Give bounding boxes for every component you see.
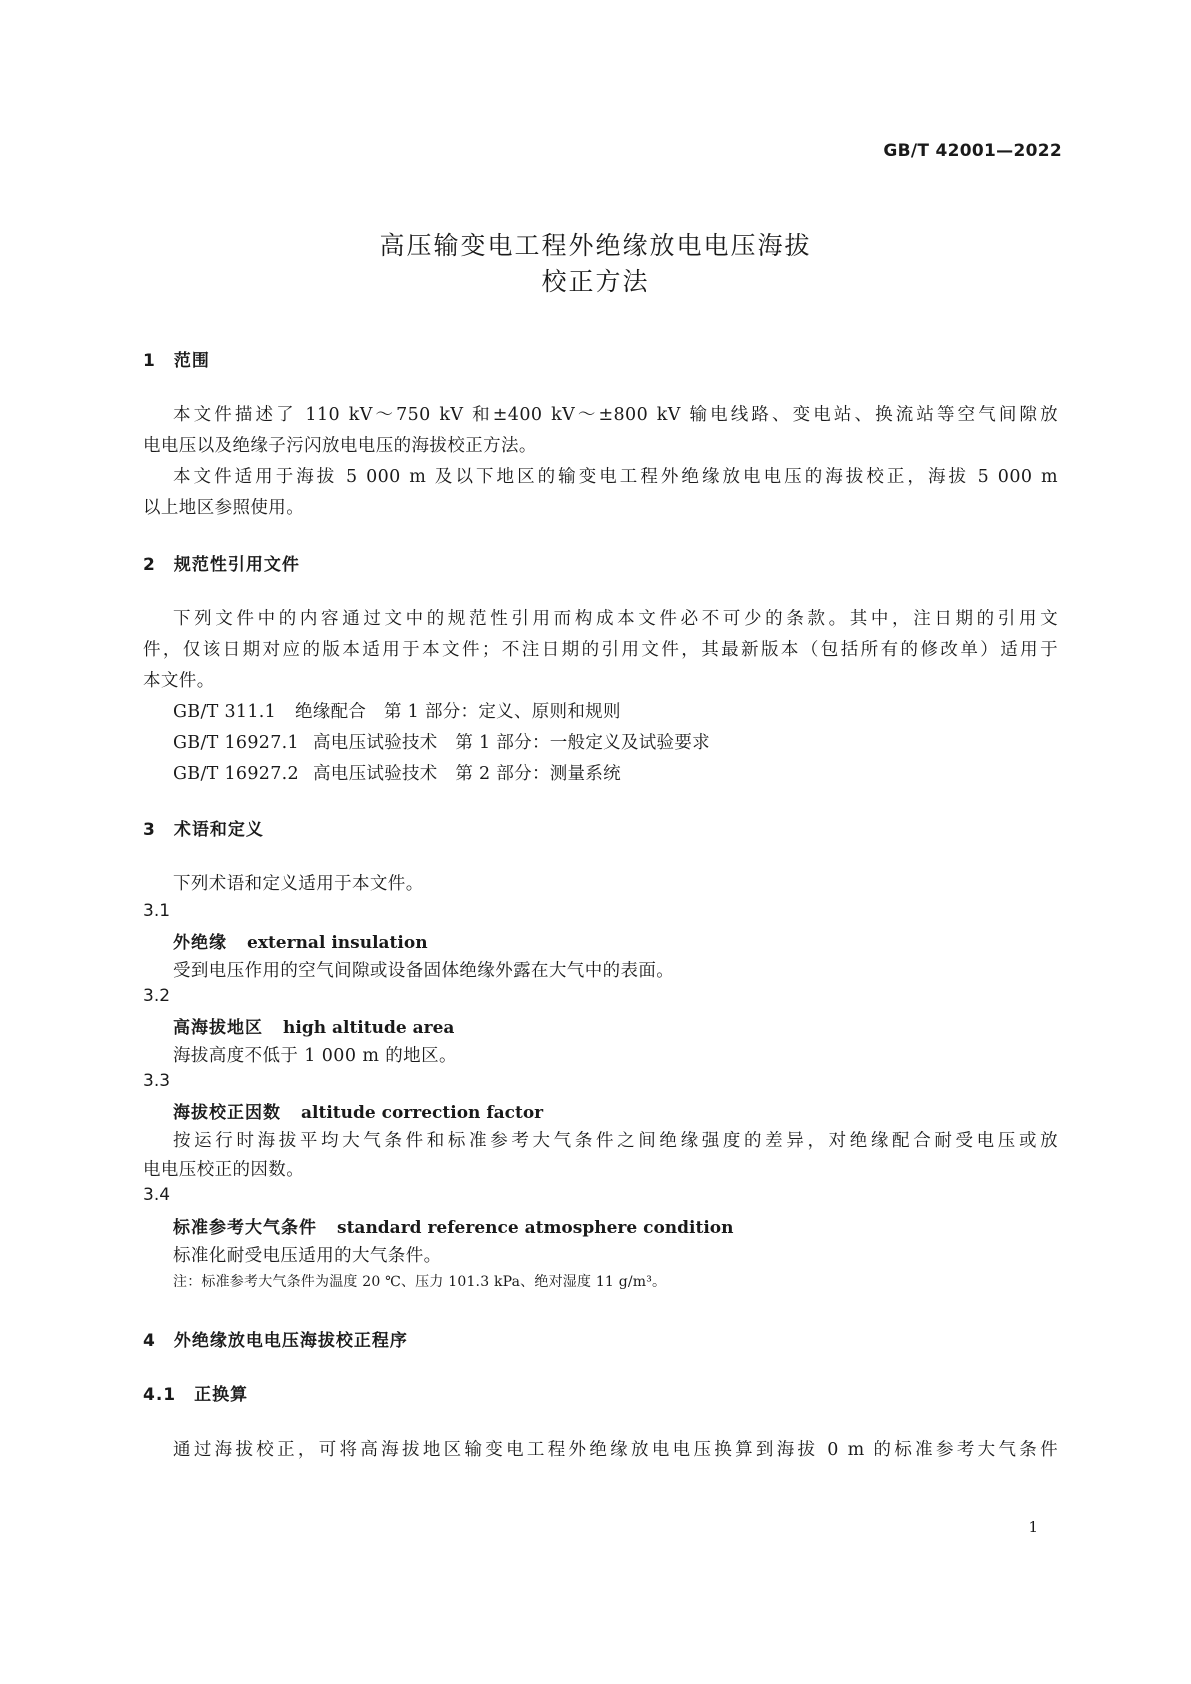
reference-code: GB/T 311.1 [173, 702, 277, 722]
term-chinese: 高海拔地区 [173, 1018, 263, 1038]
reference-code: GB/T 16927.1 [173, 733, 299, 753]
section-1-paragraph-1-line-1: 本文件描述了 110 kV～750 kV 和±400 kV～±800 kV 输电线路、变电站、换流站等空气间隙放 [173, 405, 1058, 425]
reference-title: 高电压试验技术 第 1 部分：一般定义及试验要求 [313, 733, 710, 753]
normative-reference [173, 729, 710, 754]
document-title-line-2: 校正方法 [541, 267, 650, 296]
term-definition: 受到电压作用的空气间隙或设备固体绝缘外露在大气中的表面。 [173, 961, 675, 981]
term-number: 3.3 [143, 1071, 171, 1091]
term-chinese: 海拔校正因数 [173, 1103, 281, 1123]
term-english: high altitude area [283, 1018, 455, 1038]
section-1-paragraph-2-line-2: 以上地区参照使用。 [143, 498, 305, 518]
term-chinese: 外绝缘 [173, 933, 227, 953]
subsection-4-1-heading: 4.1 正换算 [143, 1385, 249, 1405]
term-number: 3.1 [143, 901, 171, 921]
term-heading [173, 1013, 454, 1038]
term-definition-continued: 电电压校正的因数。 [143, 1160, 305, 1180]
section-1-heading: 1 范围 [143, 351, 210, 371]
reference-title: 高电压试验技术 第 2 部分：测量系统 [313, 764, 621, 784]
term-heading [173, 928, 428, 953]
term-note: 注：标准参考大气条件为温度 20 ℃、压力 101.3 kPa、绝对湿度 11 g/m³。 [173, 1274, 667, 1290]
normative-reference [173, 760, 621, 785]
term-definition: 海拔高度不低于 1 000 m 的地区。 [173, 1046, 457, 1066]
page-number: 1 [1028, 1518, 1038, 1536]
section-3-heading: 3 术语和定义 [143, 820, 264, 840]
section-2-paragraph-line-2: 件，仅该日期对应的版本适用于本文件；不注日期的引用文件，其最新版本（包括所有的修改单）适用于 [143, 640, 1058, 660]
document-code: GB/T 42001—2022 [883, 141, 1062, 161]
term-definition: 标准化耐受电压适用的大气条件。 [173, 1246, 442, 1266]
section-2-paragraph-line-3: 本文件。 [143, 671, 215, 691]
term-chinese: 标准参考大气条件 [173, 1218, 317, 1238]
term-heading [173, 1213, 734, 1238]
document-title-line-1: 高压输变电工程外绝缘放电电压海拔 [379, 231, 812, 260]
reference-code: GB/T 16927.2 [173, 764, 299, 784]
term-english: external insulation [247, 933, 428, 953]
reference-title: 绝缘配合 第 1 部分：定义、原则和规则 [295, 702, 621, 722]
subsection-4-1-paragraph-line-1: 通过海拔校正，可将高海拔地区输变电工程外绝缘放电电压换算到海拔 0 m 的标准参考大气条件 [173, 1440, 1058, 1460]
normative-reference [173, 698, 621, 723]
term-heading [173, 1098, 543, 1123]
section-1-paragraph-1-line-2: 电电压以及绝缘子污闪放电电压的海拔校正方法。 [143, 436, 537, 456]
section-2-paragraph-line-1: 下列文件中的内容通过文中的规范性引用而构成本文件必不可少的条款。其中，注日期的引用文 [173, 609, 1058, 629]
section-3-intro: 下列术语和定义适用于本文件。 [173, 874, 424, 894]
term-number: 3.2 [143, 986, 171, 1006]
term-definition: 按运行时海拔平均大气条件和标准参考大气条件之间绝缘强度的差异，对绝缘配合耐受电压或放 [173, 1131, 1058, 1151]
term-english: altitude correction factor [301, 1103, 544, 1123]
section-1-paragraph-2-line-1: 本文件适用于海拔 5 000 m 及以下地区的输变电工程外绝缘放电电压的海拔校正，海拔 5 000 m [173, 467, 1058, 487]
section-4-heading: 4 外绝缘放电电压海拔校正程序 [143, 1331, 408, 1351]
section-2-heading: 2 规范性引用文件 [143, 555, 300, 575]
term-english: standard reference atmosphere condition [337, 1218, 734, 1238]
term-number: 3.4 [143, 1185, 171, 1205]
